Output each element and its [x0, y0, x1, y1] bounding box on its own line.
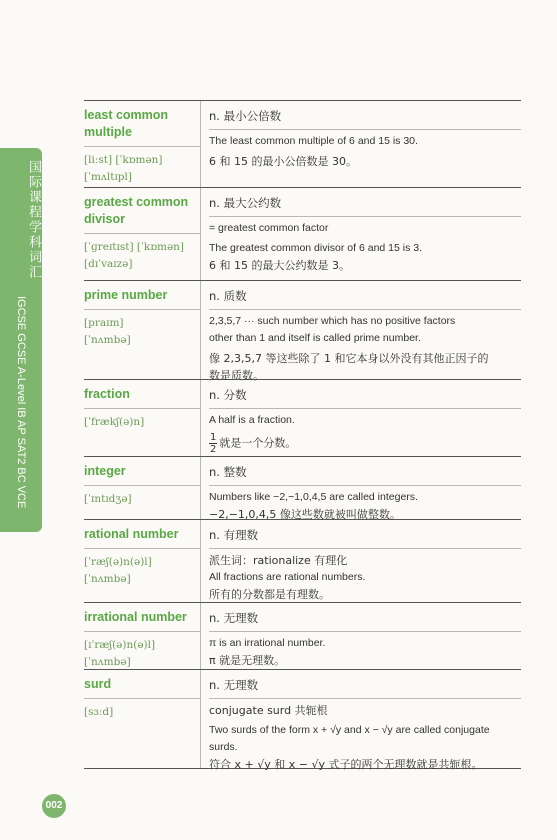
example-line: All fractions are rational numbers. [209, 571, 366, 583]
phonetic: [ˈfrækʃ(ə)n] [84, 416, 145, 428]
term: least common multiple [84, 107, 200, 147]
phonetic: [ˈnʌmbə] [84, 573, 131, 585]
phonetic: [ˈɪntɪdʒə] [84, 493, 132, 505]
fraction-numerator: 1 [210, 432, 217, 443]
term-cell [84, 520, 200, 602]
example-line: The greatest common divisor of 6 and 15 is 3. [209, 242, 423, 254]
vocabulary-table [84, 100, 521, 769]
example-line: 派生词：rationalize 有理化 [209, 554, 348, 567]
side-tab-title: 国际课程学科词汇 [26, 160, 41, 280]
phonetic: [ˈnʌmbə] [84, 656, 131, 668]
fraction-one-half [209, 432, 217, 455]
term-cell [84, 101, 200, 187]
term: fraction [84, 386, 200, 409]
example-line: 6 和 15 的最大公约数是 3。 [209, 259, 350, 272]
definition-cell [200, 101, 521, 187]
table-row [84, 380, 521, 457]
term-cell [84, 603, 200, 669]
term-cell [84, 457, 200, 519]
term: integer [84, 463, 200, 486]
definition-cell [200, 520, 521, 602]
part-of-speech: n. 无理数 [209, 676, 521, 699]
side-tab-curricula: IGCSE GCSE A-Level IB AP SAT2 BC VCE [15, 296, 27, 509]
example-line: A half is a fraction. [209, 414, 295, 426]
phonetic: [liːst] [ˈkɒmən] [84, 154, 163, 166]
page-number-badge: 002 [42, 794, 66, 818]
part-of-speech: n. 质数 [209, 287, 521, 310]
table-row [84, 520, 521, 603]
definition-cell [200, 457, 521, 519]
example-line: 所有的分数都是有理数。 [209, 588, 330, 601]
part-of-speech: n. 整数 [209, 463, 521, 486]
example-line: other than 1 and itself is called prime number. [209, 332, 421, 344]
fraction-denominator: 2 [210, 444, 217, 455]
part-of-speech: n. 分数 [209, 386, 521, 409]
example-line: π 就是无理数。 [209, 654, 286, 667]
term-cell [84, 188, 200, 280]
phonetic: [ɪˈræʃ(ə)n(ə)l] [84, 639, 156, 651]
phonetic: [ˈræʃ(ə)n(ə)l] [84, 556, 152, 568]
example-line: Two surds of the form x + √y and x − √y are called conjugate [209, 724, 490, 736]
term-cell [84, 281, 200, 379]
part-of-speech: n. 无理数 [209, 609, 521, 632]
example-line: The least common multiple of 6 and 15 is 30. [209, 135, 418, 147]
part-of-speech: n. 最大公约数 [209, 194, 521, 217]
example-line: 6 和 15 的最小公倍数是 30。 [209, 155, 357, 168]
definition-cell [200, 380, 521, 456]
example-line: = greatest common factor [209, 222, 329, 234]
definition-cell [200, 603, 521, 669]
definition-cell [200, 670, 521, 771]
term-cell [84, 380, 200, 456]
term: rational number [84, 526, 200, 549]
table-row [84, 457, 521, 520]
example-line [209, 432, 521, 455]
term: surd [84, 676, 200, 699]
part-of-speech: n. 最小公倍数 [209, 107, 521, 130]
part-of-speech: n. 有理数 [209, 526, 521, 549]
definition-cell [200, 281, 521, 382]
example-line: 像 2,3,5,7 等这些除了 1 和它本身以外没有其他正因子的 [209, 352, 489, 365]
phonetic: [praɪm] [84, 317, 124, 329]
example-line: 符合 x + √y 和 x − √y 式子的两个无理数就是共轭根。 [209, 758, 483, 771]
phonetic: [sɜːd] [84, 706, 114, 718]
table-row [84, 603, 521, 670]
phonetic: [ˈmʌltɪpl] [84, 171, 132, 183]
phonetic: [ˈɡreɪtɪst] [ˈkɒmən] [84, 241, 185, 253]
example-line: Numbers like −2,−1,0,4,5 are called integers. [209, 491, 418, 503]
term: prime number [84, 287, 200, 310]
term-cell [84, 670, 200, 768]
term: greatest common divisor [84, 194, 200, 234]
phonetic: [dɪˈvaɪzə] [84, 258, 133, 270]
phonetic: [ˈnʌmbə] [84, 334, 131, 346]
example-line: 数是质数。 [209, 369, 264, 382]
example-line: conjugate surd 共轭根 [209, 704, 328, 717]
table-row [84, 101, 521, 188]
example-line: 2,3,5,7 ··· such number which has no positive factors [209, 315, 456, 327]
example-line: −2,−1,0,4,5 像这些数就被叫做整数。 [209, 508, 401, 521]
example-line: π is an irrational number. [209, 637, 326, 649]
table-row [84, 188, 521, 281]
definition-cell [200, 188, 521, 280]
example-text: 就是一个分数。 [219, 436, 297, 450]
table-row [84, 670, 521, 769]
section-side-tab [0, 148, 42, 532]
table-row [84, 281, 521, 380]
term: irrational number [84, 609, 200, 632]
example-line: surds. [209, 741, 238, 753]
